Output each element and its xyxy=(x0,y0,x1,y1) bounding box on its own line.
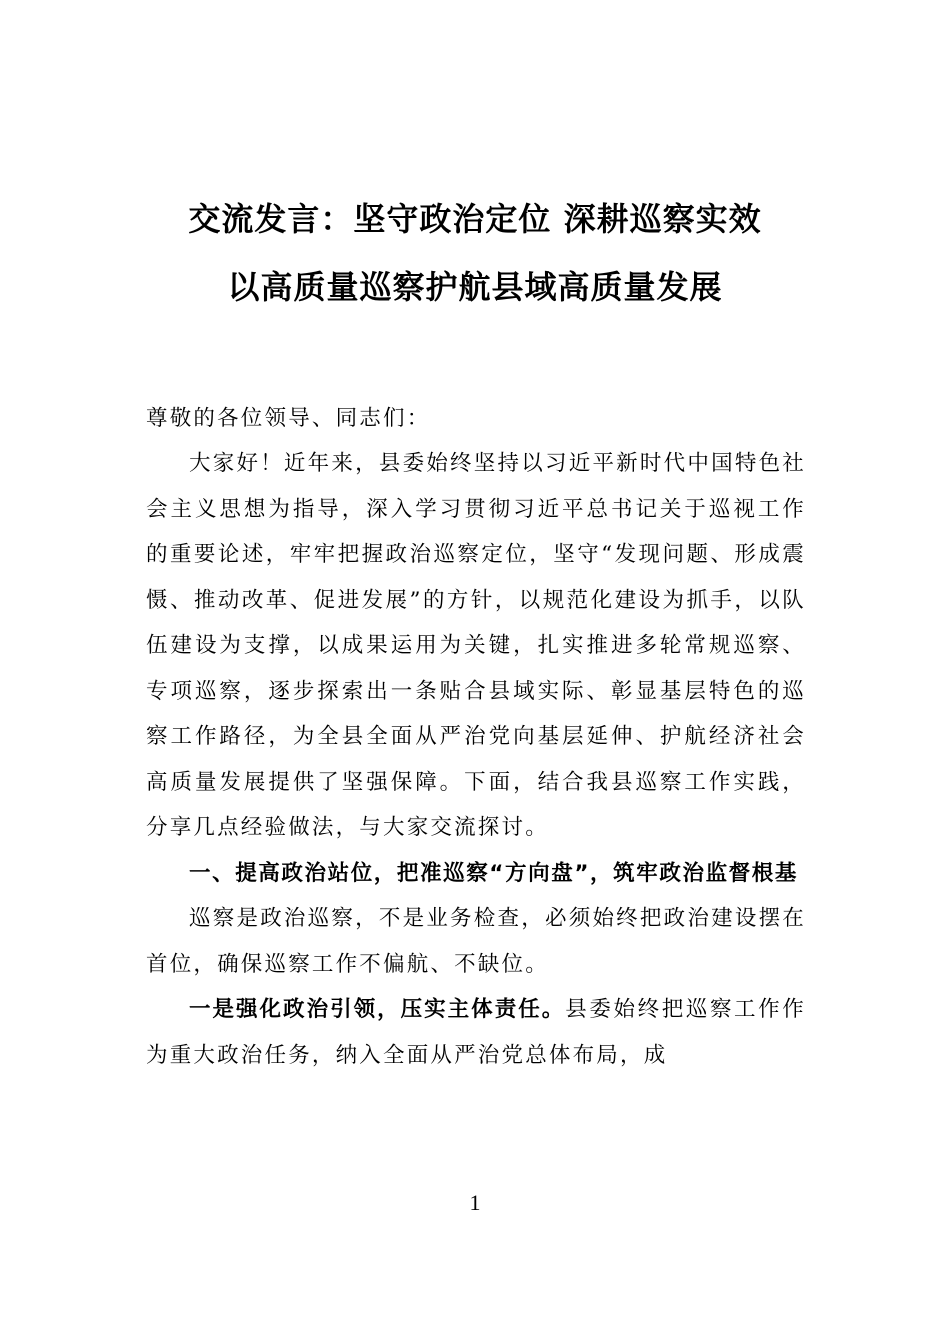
point-1-paragraph xyxy=(146,987,806,1078)
document-title-line-1: 交流发言：坚守政治定位 深耕巡察实效 xyxy=(188,200,762,238)
section-1-heading: 一、提高政治站位，把准巡察“方向盘”，筑牢政治监督根基 xyxy=(189,860,798,886)
document-title-line-2: 以高质量巡察护航县域高质量发展 xyxy=(227,268,723,306)
point-1-lead: 一是强化政治引领，压实主体责任。 xyxy=(189,997,566,1022)
document-body xyxy=(146,441,806,1078)
intro-paragraph: 大家好！近年来，县委始终坚持以习近平新时代中国特色社会主义思想为指导，深入学习贯彻习近平总书记关于巡视工作的重要论述，牢牢把握政治巡察定位，坚守“发现问题、形成震慑、推动改革、促进发展”的方针，以规范化建设为抓手，以队伍建设为支撑，以成果运用为关键，扎实推进多轮常规巡察、专项巡察，逐步探索出一条贴合县域实际、彰显基层特色的巡察工作路径，为全县全面从严治党向基层延伸、护航经济社会高质量发展提供了坚强保障。下面，结合我县巡察工作实践，分享几点经验做法，与大家交流探讨。 xyxy=(146,451,806,840)
page-number: 1 xyxy=(469,1190,481,1215)
salutation: 尊敬的各位领导、同志们： xyxy=(146,406,431,431)
section-1-body: 巡察是政治巡察，不是业务检查，必须始终把政治建设摆在首位，确保巡察工作不偏航、不缺位。 xyxy=(146,906,806,977)
point-1-body: 县委始终把巡察工作作为重大政治任务，纳入全面从严治党总体布局，成 xyxy=(146,997,806,1068)
